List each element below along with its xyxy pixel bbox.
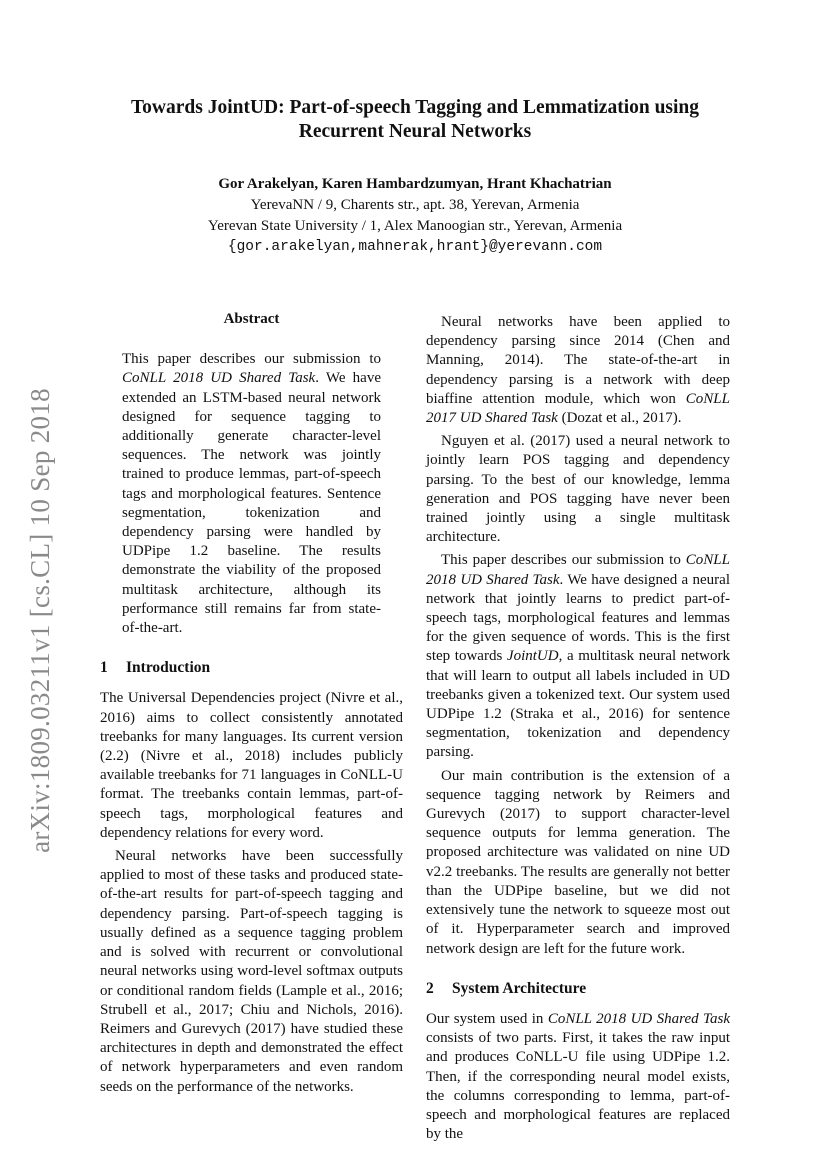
arxiv-identifier <box>14 360 66 880</box>
intro-paragraph-6: Our main contribution is the extension of a sequence tagging network by Reimers and Gurevych (2017) to support character-level sequence outputs for lemma generation. The proposed architecture was validated on nine UD v2.2 treebanks. The results are generally not better than the UDPipe baseline, but we did not extensively tune the network to squeeze most out of it. Hyperparameter search and improved network design are left for the future work. <box>426 767 730 957</box>
intro-paragraph-1: The Universal Dependencies project (Nivre et al., 2016) aims to collect consistently annotated treebanks for many languages. Its current version (2.2) (Nivre et al., 2018) includes publicly available treebanks for 71 languages in CoNLL-U format. The treebanks contain lemmas, part-of-speech tags, morphological features and dependency relations for every word. <box>100 690 403 841</box>
intro-paragraph-2: Neural networks have been successfully applied to most of these tasks and produced state-of-the-art results for part-of-speech tagging and dependency parsing. Part-of-speech tagging is usually defined as a sequence tagging problem and is solved with recurrent or convolutional neural networks using word-level softmax outputs or conditional random fields (Lample et al., 2016; Strubell et al., 2017; Chiu and Nichols, 2016). Reimers and Gurevych (2017) have studied these architectures in depth and demonstrated the effect of network hyperparameters and even random seeds on the performance of the networks. <box>100 848 403 1095</box>
paragraph-text-part: (Dozat et al., 2017). <box>557 410 682 427</box>
author-emails: {gor.arakelyan,mahnerak,hrant}@yerevann.com <box>227 239 603 255</box>
section-heading-system-architecture <box>426 979 730 998</box>
section-heading-introduction <box>100 658 403 677</box>
intro-paragraph-3 <box>426 313 730 428</box>
section-number: 1 <box>100 659 108 677</box>
arxiv-identifier-text: arXiv:1809.03211v1 [cs.CL] 10 Sep 2018 <box>24 387 55 853</box>
paragraph-text-part: Our system used in <box>426 1010 548 1027</box>
intro-paragraph-4: Nguyen et al. (2017) used a neural network to jointly learn POS tagging and dependency parsing. To the best of our knowledge, lemma generation and POS tagging have never been trained jointly using a single multitask architecture. <box>426 433 730 546</box>
paper-title-line1: Towards JointUD: Part-of-speech Tagging and Lemmatization using <box>130 97 700 118</box>
paragraph-text-part: consists of two parts. First, it takes the raw input and produces CoNLL-U file using UDPipe 1.2. Then, if the corresponding neural model exists, the columns corresponding to lemma, part-of-speech and morphological features are replaced by the <box>426 1030 730 1143</box>
paragraph-text-part: . We have designed a neural network that jointly learns to predict part-of-speech tags, morphological features and lemmas for the given sequence of words. This is the first step towards <box>426 571 730 665</box>
abstract-text-part: . We have extended an LSTM-based neural network designed for sequence tagging to additionally generate character-level sequences. The network was jointly trained to produce lemmas, part-of-speech tags and morphological features. Sentence segmentation, tokenization and dependency parsing were handled by UDPipe 1.2 baseline. The results demonstrate the viability of the proposed multitask architecture, although its performance still remains far from state-of-the-art. <box>122 370 381 637</box>
affiliation-2: Yerevan State University / 1, Alex Manoogian str., Yerevan, Armenia <box>207 218 623 234</box>
author-names: Gor Arakelyan, Karen Hambardzumyan, Hrant Khachatrian <box>218 176 612 192</box>
system-paragraph-1 <box>426 1010 730 1144</box>
section-title: Introduction <box>126 659 211 677</box>
abstract-task-name: CoNLL 2018 UD Shared Task <box>122 370 316 387</box>
paragraph-text-part: , a multitask neural network that will learn to output all labels included in UD treebanks given a tokenized text. Our system used UDPipe 1.2 (Straka et al., 2016) for sentence segmentation, tokenization and dependency parsing. <box>426 648 730 761</box>
intro-paragraph-5 <box>426 551 730 762</box>
paragraph-text-part: Neural networks have been applied to dependency parsing since 2014 (Chen and Manning, 2014). The state-of-the-art in dependency parsing is a network with deep biaffine attention module, which won <box>426 314 730 407</box>
paragraph-text-part: This paper describes our submission to <box>441 552 686 569</box>
section-title: System Architecture <box>452 979 587 997</box>
author-block <box>100 174 730 258</box>
system-name: JointUD <box>506 648 559 665</box>
paper-title-line2: Recurrent Neural Networks <box>298 121 532 142</box>
abstract-text-part: This paper describes our submission to <box>122 351 381 368</box>
abstract-text <box>122 350 381 638</box>
paper-title <box>100 96 730 144</box>
task-name: CoNLL 2018 UD Shared Task <box>426 552 730 588</box>
affiliation-1: YerevaNN / 9, Charents str., apt. 38, Yerevan, Armenia <box>250 197 580 213</box>
right-column <box>426 313 730 1144</box>
abstract-heading: Abstract <box>223 311 280 327</box>
task-name: CoNLL 2017 UD Shared Task <box>426 390 730 427</box>
section-number: 2 <box>426 979 434 997</box>
left-column <box>100 310 403 1097</box>
task-name: CoNLL 2018 UD Shared Task <box>547 1010 730 1027</box>
